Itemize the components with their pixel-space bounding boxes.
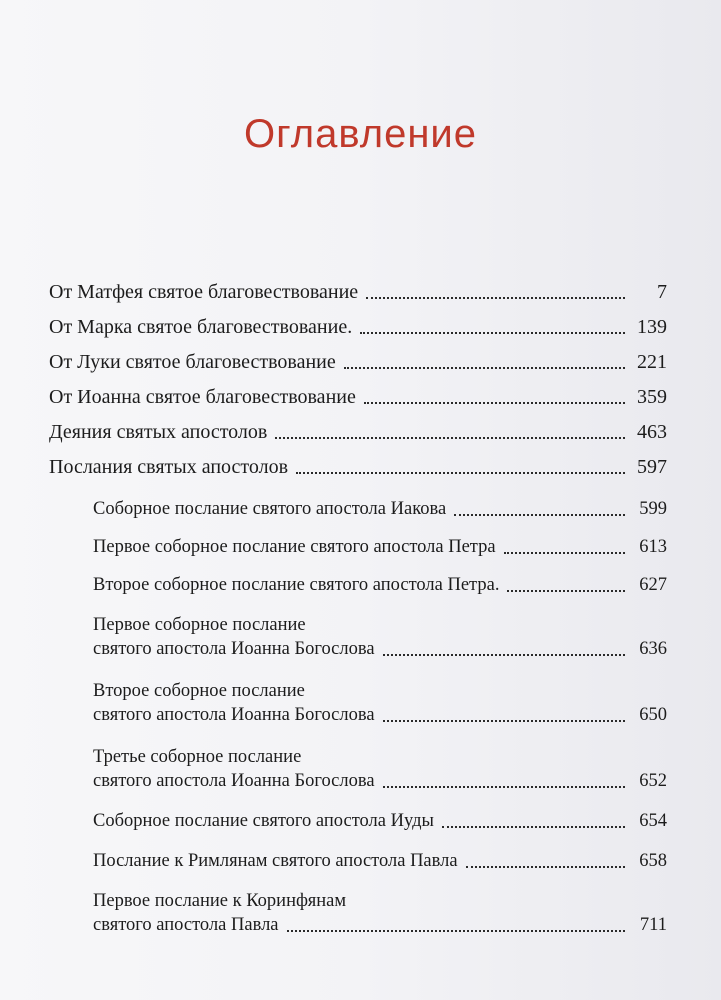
toc-page-number: 599 (639, 499, 667, 519)
dot-leader (466, 866, 625, 868)
dot-leader (296, 472, 625, 474)
toc-sub-entry-james[interactable] (93, 497, 667, 521)
dot-leader (504, 552, 625, 554)
toc-page-number: 658 (639, 851, 667, 871)
dot-leader (442, 826, 625, 828)
dot-leader (383, 720, 625, 722)
toc-page-number: 654 (639, 811, 667, 831)
toc-sub-entries (93, 497, 667, 937)
dot-leader (364, 402, 625, 404)
dot-leader (454, 514, 625, 516)
toc-entry-title: От Луки святое благовествование (49, 351, 336, 373)
toc-entry-title-line1: Первое соборное послание (93, 615, 306, 635)
toc-entry-title: святого апостола Иоанна Богослова (93, 771, 375, 791)
dot-leader (287, 930, 625, 932)
toc-page-number: 463 (637, 421, 667, 443)
toc-entry-title: Второе соборное послание святого апостола Петра. (93, 575, 500, 595)
toc-entry-title: Соборное послание святого апостола Иакова (93, 499, 447, 519)
toc-entry-title: Соборное послание святого апостола Иуды (93, 811, 434, 831)
toc-page-number: 7 (657, 281, 667, 303)
toc-sub-entry-1john[interactable] (93, 613, 667, 661)
toc-entry-mark[interactable] (49, 315, 667, 339)
toc-entry-title: От Марка святое благовествование. (49, 316, 353, 338)
toc-entry-title-line1: Первое послание к Коринфянам (93, 891, 347, 911)
toc-entry-title: Первое соборное послание святого апостола Петра (93, 537, 496, 557)
toc-sub-entry-3john[interactable] (93, 745, 667, 793)
toc-page-number: 359 (637, 386, 667, 408)
toc-entry-title: святого апостола Павла (93, 915, 279, 935)
toc-page-number: 636 (639, 639, 667, 659)
toc-page-number: 627 (639, 575, 667, 595)
toc-page-number: 613 (639, 537, 667, 557)
toc-page-number: 221 (637, 351, 667, 373)
page-title: Оглавление (243, 112, 477, 156)
toc-entry-matthew[interactable] (49, 280, 667, 304)
toc-entry-title: Послание к Римлянам святого апостола Павла (93, 851, 458, 871)
dot-leader (366, 297, 625, 299)
toc-sub-entry-2john[interactable] (93, 679, 667, 727)
table-of-contents (49, 280, 667, 951)
toc-entry-luke[interactable] (49, 350, 667, 374)
toc-entry-title: святого апостола Иоанна Богослова (93, 639, 375, 659)
toc-entry-title: От Иоанна святое благовествование (49, 386, 356, 408)
toc-page-number: 597 (637, 456, 667, 478)
toc-entry-title: святого апостола Иоанна Богослова (93, 705, 375, 725)
toc-page-number: 652 (639, 771, 667, 791)
toc-sub-entry-1corinthians[interactable] (93, 889, 667, 937)
dot-leader (360, 332, 625, 334)
toc-sub-entry-1peter[interactable] (93, 535, 667, 559)
toc-entry-title: Послания святых апостолов (49, 456, 289, 478)
toc-entry-epistles[interactable] (49, 455, 667, 479)
toc-sub-entry-jude[interactable] (93, 809, 667, 833)
toc-page-number: 139 (637, 316, 667, 338)
toc-page-number: 711 (639, 915, 667, 935)
dot-leader (383, 654, 625, 656)
toc-entry-title: Деяния святых апостолов (49, 421, 268, 443)
toc-sub-entry-2peter[interactable] (93, 573, 667, 597)
toc-page-number: 650 (639, 705, 667, 725)
toc-entry-title-line1: Второе соборное послание (93, 681, 305, 701)
toc-entry-title-line1: Третье соборное послание (93, 747, 302, 767)
dot-leader (383, 786, 625, 788)
dot-leader (344, 367, 625, 369)
toc-sub-entry-romans[interactable] (93, 849, 667, 873)
toc-entry-acts[interactable] (49, 420, 667, 444)
toc-entry-title: От Матфея святое благовествование (49, 281, 359, 303)
dot-leader (507, 590, 625, 592)
dot-leader (275, 437, 625, 439)
toc-entry-john[interactable] (49, 385, 667, 409)
